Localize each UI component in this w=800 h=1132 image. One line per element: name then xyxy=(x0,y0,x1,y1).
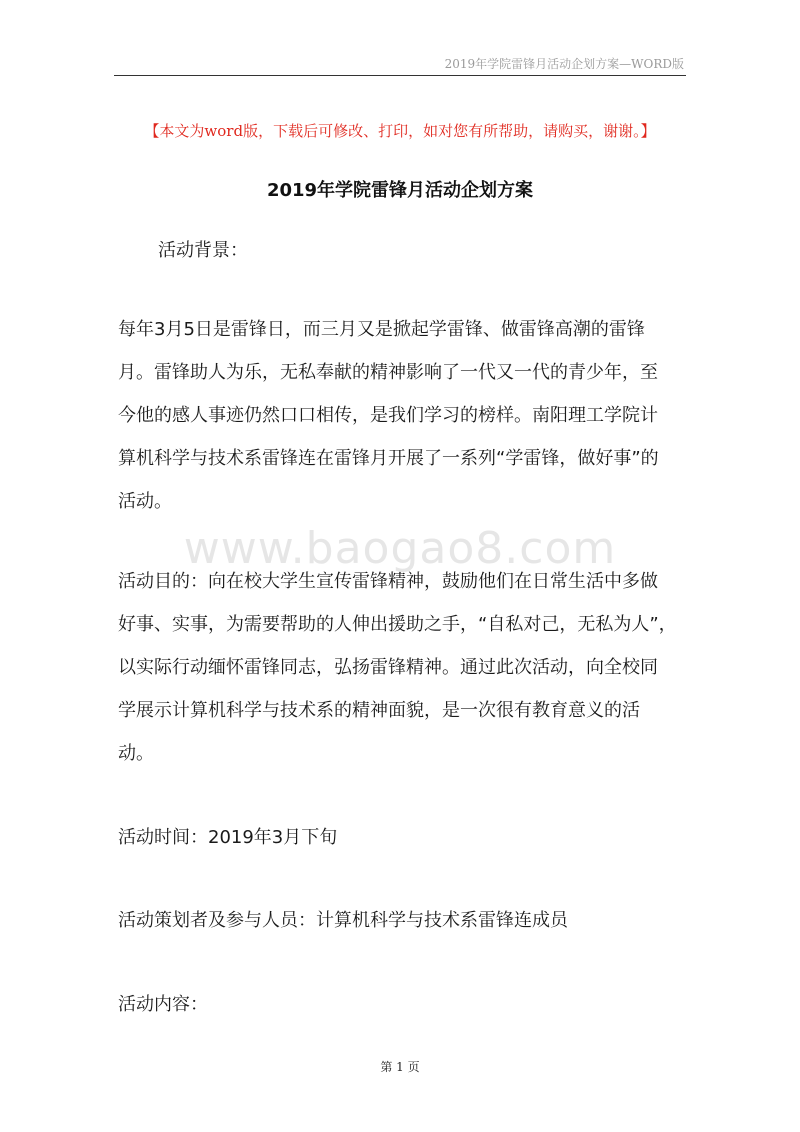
header-divider xyxy=(114,75,686,76)
page-number: 第 1 页 xyxy=(380,1060,420,1074)
activity-participants: 活动策划者及参与人员：计算机科学与技术系雷锋连成员 xyxy=(118,910,568,931)
purpose-paragraph-line: 好事、实事，为需要帮助的人伸出援助之手，“自私对己，无私为人”， xyxy=(118,614,677,635)
background-paragraph-line: 今他的感人事迹仍然口口相传，是我们学习的榜样。南阳理工学院计 xyxy=(118,405,658,426)
site-watermark: www.baogao8.com xyxy=(183,523,617,574)
purpose-paragraph-line: 活动目的：向在校大学生宣传雷锋精神，鼓励他们在日常生活中多做 xyxy=(118,571,658,592)
running-header: 2019年学院雷锋月活动企划方案—WORD版 xyxy=(444,57,684,71)
background-paragraph-line: 每年3月5日是雷锋日，而三月又是掀起学雷锋、做雷锋高潮的雷锋 xyxy=(118,319,645,340)
document-title: 2019年学院雷锋月活动企划方案 xyxy=(266,180,534,201)
background-paragraph-line: 算机科学与技术系雷锋连在雷锋月开展了一系列“学雷锋，做好事”的 xyxy=(118,448,659,469)
background-paragraph-line: 月。雷锋助人为乐，无私奉献的精神影响了一代又一代的青少年，至 xyxy=(118,362,658,383)
background-heading: 活动背景： xyxy=(158,240,248,261)
purpose-paragraph-line: 动。 xyxy=(118,743,154,764)
activity-time: 活动时间：2019年3月下旬 xyxy=(118,827,338,848)
purpose-paragraph-line: 学展示计算机科学与技术系的精神面貌，是一次很有教育意义的活 xyxy=(118,700,640,721)
background-paragraph-line: 活动。 xyxy=(118,491,172,512)
purpose-paragraph-line: 以实际行动缅怀雷锋同志，弘扬雷锋精神。通过此次活动，向全校同 xyxy=(118,657,658,678)
purchase-notice: 【本文为word版，下载后可修改、打印，如对您有所帮助，请购买，谢谢。】 xyxy=(144,122,656,140)
content-heading: 活动内容： xyxy=(118,994,208,1015)
